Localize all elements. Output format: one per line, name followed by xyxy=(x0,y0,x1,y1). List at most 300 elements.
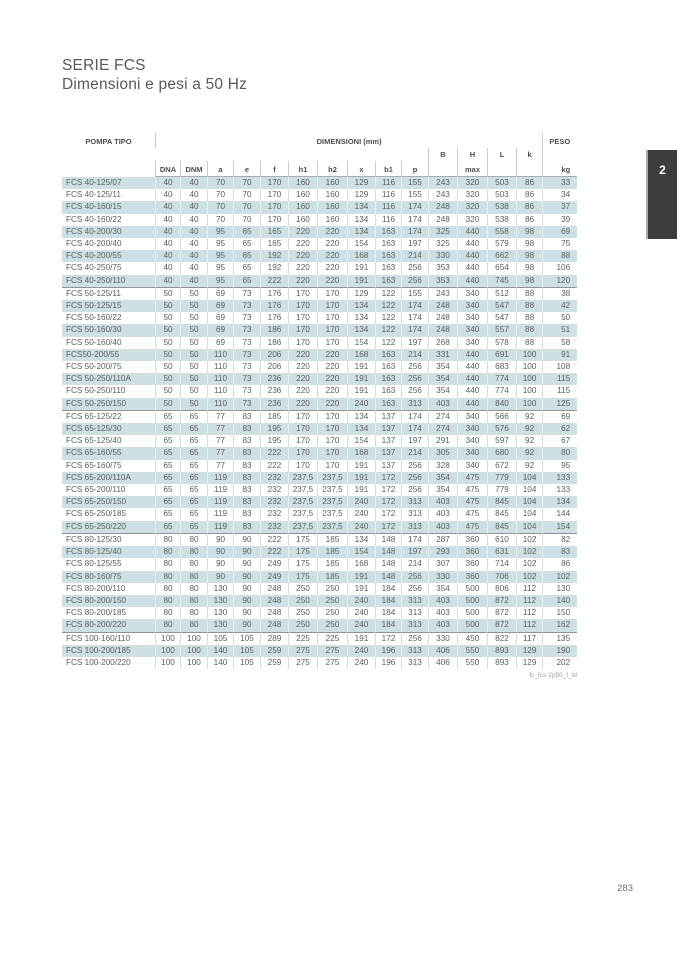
value-cell: 248 xyxy=(260,583,288,595)
table-row xyxy=(62,619,577,632)
value-cell: 133 xyxy=(542,472,577,484)
value-cell: 172 xyxy=(375,508,401,520)
value-cell: 259 xyxy=(260,645,288,657)
header-col-f: f xyxy=(260,161,288,177)
value-cell: 175 xyxy=(288,558,317,570)
value-cell: 168 xyxy=(347,447,375,459)
value-cell: 256 xyxy=(401,472,428,484)
header-col-b1: b1 xyxy=(375,161,401,177)
value-cell: 137 xyxy=(375,423,401,435)
pump-type-cell: FCS 65-125/22 xyxy=(66,411,122,421)
pump-type-cell: FCS 80-200/110 xyxy=(66,583,126,593)
value-cell: 58 xyxy=(542,337,577,349)
value-cell: 160 xyxy=(317,201,347,213)
value-cell: 115 xyxy=(542,373,577,385)
value-cell: 77 xyxy=(207,411,233,423)
header-col-L: L xyxy=(487,148,516,161)
table-row xyxy=(62,324,577,336)
value-cell: 134 xyxy=(542,496,577,508)
value-cell: 83 xyxy=(542,546,577,558)
value-cell: 236 xyxy=(260,398,288,411)
value-cell: 112 xyxy=(516,619,542,632)
value-cell: 80 xyxy=(155,534,180,546)
page-title xyxy=(62,56,247,94)
value-cell: 360 xyxy=(457,534,487,546)
table-row xyxy=(62,423,577,435)
value-cell: 160 xyxy=(288,214,317,226)
value-cell: 119 xyxy=(207,508,233,520)
value-cell: 250 xyxy=(288,583,317,595)
value-cell: 440 xyxy=(457,398,487,411)
value-cell: 140 xyxy=(207,645,233,657)
value-cell: 222 xyxy=(260,546,288,558)
value-cell: 191 xyxy=(347,460,375,472)
value-cell: 237,5 xyxy=(317,521,347,534)
value-cell: 256 xyxy=(401,361,428,373)
value-cell: 320 xyxy=(457,177,487,189)
value-cell: 220 xyxy=(288,385,317,397)
value-cell: 220 xyxy=(317,361,347,373)
value-cell: 98 xyxy=(516,226,542,238)
value-cell: 77 xyxy=(207,435,233,447)
value-cell: 293 xyxy=(428,546,457,558)
value-cell: 243 xyxy=(428,189,457,201)
table-row xyxy=(62,312,577,324)
value-cell: 191 xyxy=(347,373,375,385)
value-cell: 40 xyxy=(180,250,207,262)
value-cell: 50 xyxy=(155,373,180,385)
pump-type-cell: FCS 40-125/11 xyxy=(66,190,121,200)
table-row xyxy=(62,508,577,520)
page-subtitle: Dimensioni e pesi a 50 Hz xyxy=(62,76,248,93)
value-cell: 240 xyxy=(347,398,375,411)
value-cell: 69 xyxy=(207,337,233,349)
value-cell: 500 xyxy=(457,619,487,632)
value-cell: 248 xyxy=(428,201,457,213)
value-cell: 403 xyxy=(428,607,457,619)
value-cell: 214 xyxy=(401,349,428,361)
value-cell: 75 xyxy=(542,238,577,250)
value-cell: 256 xyxy=(401,583,428,595)
value-cell: 236 xyxy=(260,373,288,385)
pump-type-cell: FCS 80-125/30 xyxy=(66,534,122,544)
value-cell: 88 xyxy=(516,300,542,312)
value-cell: 73 xyxy=(233,373,260,385)
value-cell: 779 xyxy=(487,472,516,484)
table-row xyxy=(62,645,577,657)
value-cell: 172 xyxy=(375,484,401,496)
value-cell: 80 xyxy=(180,571,207,583)
chapter-tab xyxy=(646,150,677,239)
table-row xyxy=(62,189,577,201)
value-cell: 104 xyxy=(516,484,542,496)
pump-type-cell: FCS 65-125/40 xyxy=(66,436,122,446)
value-cell: 176 xyxy=(260,312,288,324)
value-cell: 403 xyxy=(428,398,457,411)
value-cell: 578 xyxy=(487,337,516,349)
table-row xyxy=(62,546,577,558)
value-cell: 40 xyxy=(180,214,207,226)
value-cell: 191 xyxy=(347,385,375,397)
value-cell: 40 xyxy=(155,250,180,262)
value-cell: 50 xyxy=(542,312,577,324)
value-cell: 102 xyxy=(516,571,542,583)
table-row xyxy=(62,300,577,312)
value-cell: 50 xyxy=(180,324,207,336)
value-cell: 122 xyxy=(375,337,401,349)
value-cell: 197 xyxy=(401,337,428,349)
value-cell: 160 xyxy=(317,214,347,226)
value-cell: 80 xyxy=(180,595,207,607)
value-cell: 40 xyxy=(180,275,207,288)
value-cell: 83 xyxy=(233,423,260,435)
pump-type-cell: FCS50-200/55 xyxy=(62,349,155,361)
value-cell: 475 xyxy=(457,496,487,508)
value-cell: 256 xyxy=(401,633,428,645)
value-cell: 154 xyxy=(347,238,375,250)
pump-type-cell: FCS 50-200/75 xyxy=(66,362,122,372)
value-cell: 220 xyxy=(317,250,347,262)
value-cell: 137 xyxy=(375,411,401,423)
value-cell: 170 xyxy=(288,324,317,336)
value-cell: 40 xyxy=(180,201,207,213)
dimensions-table xyxy=(62,133,577,669)
value-cell: 248 xyxy=(428,312,457,324)
value-cell: 538 xyxy=(487,201,516,213)
value-cell: 172 xyxy=(375,521,401,534)
doc-code: fc_fcs-2p50_f_td xyxy=(529,673,577,679)
value-cell: 893 xyxy=(487,657,516,669)
value-cell: 256 xyxy=(401,571,428,583)
value-cell: 220 xyxy=(288,361,317,373)
value-cell: 330 xyxy=(428,633,457,645)
table-row xyxy=(62,177,577,189)
value-cell: 86 xyxy=(516,201,542,213)
table-row xyxy=(62,337,577,349)
value-cell: 51 xyxy=(542,324,577,336)
value-cell: 125 xyxy=(542,398,577,411)
value-cell: 195 xyxy=(260,435,288,447)
value-cell: 403 xyxy=(428,496,457,508)
value-cell: 40 xyxy=(155,214,180,226)
value-cell: 340 xyxy=(457,324,487,336)
value-cell: 250 xyxy=(317,619,347,632)
value-cell: 256 xyxy=(401,262,428,274)
value-cell: 170 xyxy=(288,435,317,447)
pump-type-cell: FCS 40-200/55 xyxy=(62,250,155,262)
value-cell: 250 xyxy=(317,583,347,595)
value-cell: 222 xyxy=(260,275,288,288)
value-cell: 80 xyxy=(155,583,180,595)
value-cell: 237,5 xyxy=(288,484,317,496)
value-cell: 116 xyxy=(375,189,401,201)
value-cell: 92 xyxy=(516,423,542,435)
value-cell: 220 xyxy=(317,373,347,385)
value-cell: 214 xyxy=(401,250,428,262)
table-row xyxy=(62,521,577,534)
value-cell: 275 xyxy=(288,657,317,669)
value-cell: 90 xyxy=(233,571,260,583)
value-cell: 232 xyxy=(260,521,288,534)
value-cell: 33 xyxy=(542,177,577,189)
value-cell: 268 xyxy=(428,337,457,349)
value-cell: 50 xyxy=(155,312,180,324)
value-cell: 65 xyxy=(233,226,260,238)
value-cell: 174 xyxy=(401,411,428,423)
value-cell: 112 xyxy=(516,607,542,619)
value-cell: 475 xyxy=(457,521,487,534)
pump-type-cell: FCS 65-200/110A xyxy=(62,472,155,484)
value-cell: 65 xyxy=(180,423,207,435)
value-cell: 774 xyxy=(487,373,516,385)
value-cell: 80 xyxy=(180,534,207,546)
value-cell: 237,5 xyxy=(317,508,347,520)
value-cell: 50 xyxy=(180,373,207,385)
value-cell: 50 xyxy=(155,398,180,411)
value-cell: 163 xyxy=(375,262,401,274)
value-cell: 160 xyxy=(288,189,317,201)
value-cell: 240 xyxy=(347,508,375,520)
value-cell: 154 xyxy=(347,435,375,447)
value-cell: 90 xyxy=(207,558,233,570)
value-cell: 170 xyxy=(317,288,347,300)
value-cell: 172 xyxy=(375,472,401,484)
value-cell: 42 xyxy=(542,300,577,312)
value-cell: 50 xyxy=(180,385,207,397)
value-cell: 170 xyxy=(288,337,317,349)
value-cell: 83 xyxy=(233,411,260,423)
value-cell: 243 xyxy=(428,177,457,189)
value-cell: 240 xyxy=(347,496,375,508)
table-row xyxy=(62,214,577,226)
pump-type-cell: FCS 50-160/22 xyxy=(66,313,122,323)
value-cell: 110 xyxy=(207,385,233,397)
value-cell: 503 xyxy=(487,177,516,189)
value-cell: 134 xyxy=(347,201,375,213)
pump-type-cell: FCS 65-125/30 xyxy=(62,423,155,435)
pump-type-cell: FCS 50-160/40 xyxy=(66,337,122,347)
value-cell: 69 xyxy=(542,411,577,423)
table-body xyxy=(62,177,577,669)
value-cell: 225 xyxy=(317,633,347,645)
value-cell: 175 xyxy=(288,546,317,558)
value-cell: 86 xyxy=(516,177,542,189)
value-cell: 91 xyxy=(542,349,577,361)
value-cell: 134 xyxy=(347,300,375,312)
header-col-e: e xyxy=(233,161,260,177)
value-cell: 240 xyxy=(347,521,375,534)
value-cell: 220 xyxy=(288,262,317,274)
value-cell: 440 xyxy=(457,226,487,238)
value-cell: 170 xyxy=(317,324,347,336)
value-cell: 95 xyxy=(542,460,577,472)
value-cell: 313 xyxy=(401,645,428,657)
value-cell: 69 xyxy=(207,300,233,312)
table-row xyxy=(62,484,577,496)
value-cell: 406 xyxy=(428,645,457,657)
table-row xyxy=(62,472,577,484)
value-cell: 440 xyxy=(457,385,487,397)
value-cell: 248 xyxy=(260,607,288,619)
value-cell: 40 xyxy=(155,226,180,238)
value-cell: 206 xyxy=(260,349,288,361)
value-cell: 88 xyxy=(542,250,577,262)
value-cell: 170 xyxy=(317,312,347,324)
value-cell: 220 xyxy=(317,275,347,288)
value-cell: 440 xyxy=(457,361,487,373)
value-cell: 184 xyxy=(375,595,401,607)
value-cell: 134 xyxy=(347,226,375,238)
value-cell: 289 xyxy=(260,633,288,645)
value-cell: 240 xyxy=(347,607,375,619)
value-cell: 220 xyxy=(288,250,317,262)
value-cell: 237,5 xyxy=(317,496,347,508)
value-cell: 170 xyxy=(260,177,288,189)
value-cell: 163 xyxy=(375,250,401,262)
value-cell: 806 xyxy=(487,583,516,595)
value-cell: 69 xyxy=(207,312,233,324)
value-cell: 155 xyxy=(401,189,428,201)
value-cell: 340 xyxy=(457,460,487,472)
value-cell: 80 xyxy=(180,546,207,558)
value-cell: 220 xyxy=(317,385,347,397)
table-row xyxy=(62,238,577,250)
table-row xyxy=(62,558,577,570)
value-cell: 38 xyxy=(542,288,577,300)
value-cell: 65 xyxy=(155,521,180,534)
value-cell: 232 xyxy=(260,472,288,484)
value-cell: 232 xyxy=(260,484,288,496)
value-cell: 220 xyxy=(288,349,317,361)
value-cell: 100 xyxy=(155,645,180,657)
table-row xyxy=(62,398,577,411)
value-cell: 175 xyxy=(288,571,317,583)
value-cell: 500 xyxy=(457,583,487,595)
value-cell: 512 xyxy=(487,288,516,300)
value-cell: 92 xyxy=(516,447,542,459)
value-cell: 104 xyxy=(516,521,542,534)
value-cell: 148 xyxy=(375,546,401,558)
value-cell: 122 xyxy=(375,312,401,324)
value-cell: 92 xyxy=(516,460,542,472)
header-col-h1: h1 xyxy=(288,161,317,177)
value-cell: 184 xyxy=(375,583,401,595)
header-col-p: p xyxy=(401,161,428,177)
table-header xyxy=(62,133,577,177)
value-cell: 170 xyxy=(317,447,347,459)
value-cell: 313 xyxy=(401,619,428,632)
value-cell: 163 xyxy=(375,361,401,373)
value-cell: 191 xyxy=(347,262,375,274)
value-cell: 662 xyxy=(487,250,516,262)
value-cell: 148 xyxy=(375,558,401,570)
table-row xyxy=(62,447,577,459)
table-row xyxy=(62,385,577,397)
value-cell: 50 xyxy=(155,349,180,361)
value-cell: 170 xyxy=(288,411,317,423)
value-cell: 50 xyxy=(180,398,207,411)
header-col-H: H xyxy=(457,148,487,161)
table-row xyxy=(62,496,577,508)
value-cell: 185 xyxy=(260,411,288,423)
header-col-DNA: DNA xyxy=(155,161,180,177)
value-cell: 104 xyxy=(516,496,542,508)
value-cell: 116 xyxy=(375,177,401,189)
value-cell: 40 xyxy=(155,262,180,274)
value-cell: 170 xyxy=(317,337,347,349)
value-cell: 340 xyxy=(457,300,487,312)
value-cell: 162 xyxy=(542,619,577,632)
table-row xyxy=(62,226,577,238)
value-cell: 163 xyxy=(375,385,401,397)
value-cell: 313 xyxy=(401,496,428,508)
value-cell: 175 xyxy=(288,534,317,546)
value-cell: 237,5 xyxy=(288,521,317,534)
value-cell: 70 xyxy=(207,214,233,226)
value-cell: 90 xyxy=(207,534,233,546)
value-cell: 196 xyxy=(375,657,401,669)
value-cell: 174 xyxy=(401,534,428,546)
pump-type-cell: FCS 40-160/22 xyxy=(66,214,122,224)
value-cell: 100 xyxy=(155,633,180,645)
value-cell: 90 xyxy=(233,546,260,558)
pump-type-cell: FCS 65-250/150 xyxy=(62,496,155,508)
value-cell: 86 xyxy=(516,189,542,201)
value-cell: 237,5 xyxy=(317,484,347,496)
value-cell: 88 xyxy=(516,288,542,300)
value-cell: 360 xyxy=(457,546,487,558)
table-row xyxy=(62,411,577,423)
value-cell: 170 xyxy=(317,300,347,312)
value-cell: 102 xyxy=(542,571,577,583)
value-cell: 70 xyxy=(233,177,260,189)
pump-type-cell: FCS 65-160/55 xyxy=(62,447,155,459)
value-cell: 220 xyxy=(317,398,347,411)
value-cell: 256 xyxy=(401,484,428,496)
value-cell: 328 xyxy=(428,460,457,472)
value-cell: 116 xyxy=(375,201,401,213)
table-row xyxy=(62,583,577,595)
value-cell: 65 xyxy=(155,447,180,459)
value-cell: 80 xyxy=(155,571,180,583)
pump-type-cell: FCS 40-160/15 xyxy=(62,201,155,213)
value-cell: 83 xyxy=(233,472,260,484)
value-cell: 88 xyxy=(516,324,542,336)
header-col-H-max: max xyxy=(457,161,487,177)
value-cell: 249 xyxy=(260,571,288,583)
value-cell: 50 xyxy=(180,361,207,373)
value-cell: 70 xyxy=(207,189,233,201)
value-cell: 140 xyxy=(542,595,577,607)
value-cell: 40 xyxy=(155,177,180,189)
table-row xyxy=(62,534,577,546)
value-cell: 197 xyxy=(401,435,428,447)
value-cell: 184 xyxy=(375,619,401,632)
value-cell: 440 xyxy=(457,262,487,274)
value-cell: 129 xyxy=(347,189,375,201)
value-cell: 80 xyxy=(155,558,180,570)
value-cell: 105 xyxy=(233,645,260,657)
value-cell: 340 xyxy=(457,288,487,300)
value-cell: 547 xyxy=(487,300,516,312)
value-cell: 274 xyxy=(428,411,457,423)
pump-type-cell: FCS 40-250/75 xyxy=(66,263,122,273)
value-cell: 100 xyxy=(180,633,207,645)
value-cell: 250 xyxy=(288,607,317,619)
value-cell: 176 xyxy=(260,300,288,312)
value-cell: 70 xyxy=(207,177,233,189)
value-cell: 100 xyxy=(180,645,207,657)
